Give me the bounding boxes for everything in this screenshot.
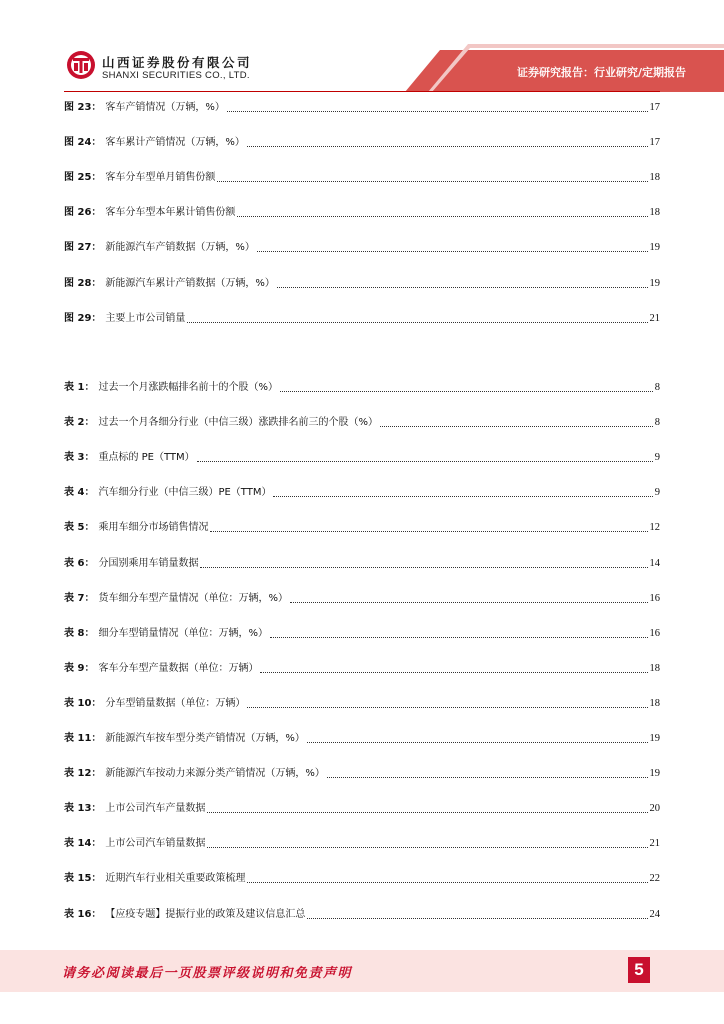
toc-leader-dots: [237, 215, 647, 217]
toc-entry-page: 18: [649, 172, 660, 184]
toc-entry-page: 17: [649, 137, 660, 149]
header-divider: [64, 91, 660, 92]
company-name-en: SHANXI SECURITIES CO., LTD.: [102, 70, 250, 81]
toc-entry-label: 图 29：: [64, 312, 102, 324]
toc-entry-title: 细分车型销量情况（单位：万辆，%）: [98, 627, 268, 639]
toc-entry-title: 客车累计产销情况（万辆，%）: [105, 137, 245, 149]
toc-entry-table[interactable]: [64, 866, 660, 886]
toc-entry-label: 表 2：: [64, 417, 95, 429]
toc-entry-page: 18: [649, 207, 660, 219]
toc-entry-label: 表 8：: [64, 627, 95, 639]
toc-entry-title: 近期汽车行业相关重要政策梳理: [105, 873, 246, 885]
toc-entry-label: 表 13：: [64, 803, 102, 815]
toc-entry-figure[interactable]: [64, 271, 660, 291]
toc-leader-dots: [207, 846, 647, 848]
toc-entry-page: 19: [649, 768, 660, 780]
toc-leader-dots: [273, 495, 652, 497]
toc-entry-page: 18: [649, 662, 660, 674]
toc-entry-table[interactable]: [64, 515, 660, 535]
toc-entry-table[interactable]: [64, 726, 660, 746]
toc-entry-table[interactable]: [64, 375, 660, 395]
toc-entry-label: 图 27：: [64, 242, 102, 254]
toc-entry-figure[interactable]: [64, 306, 660, 326]
toc-entry-page: 8: [654, 382, 660, 393]
toc-entry-label: 表 16：: [64, 908, 102, 920]
toc-leader-dots: [380, 425, 653, 427]
toc-entry-label: 图 23：: [64, 102, 102, 113]
toc-entry-label: 表 9：: [64, 662, 95, 674]
toc-entry-table[interactable]: [64, 656, 660, 676]
footer-disclaimer: 请务必阅读最后一页股票评级说明和免责声明: [62, 966, 353, 981]
toc-entry-label: 表 1：: [64, 382, 95, 393]
toc-entry-title: 分车型销量数据（单位：万辆）: [105, 697, 246, 709]
toc-entry-table[interactable]: [64, 621, 660, 641]
toc-entry-title: 过去一个月涨跌幅排名前十的个股（%）: [98, 382, 278, 393]
toc-entry-title: 上市公司汽车产量数据: [105, 803, 206, 815]
toc-entry-page: 12: [649, 522, 660, 534]
report-type-label: 证券研究报告：行业研究/定期报告: [516, 66, 686, 79]
toc-entry-title: 【应疫专题】提振行业的政策及建议信息汇总: [105, 908, 306, 920]
toc-entry-title: 客车分车型本年累计销售份额: [105, 207, 236, 219]
toc-leader-dots: [200, 566, 647, 568]
toc-entry-title: 重点标的 PE（TTM）: [98, 452, 195, 464]
toc-entry-title: 新能源汽车累计产销数据（万辆，%）: [105, 277, 275, 289]
toc-leader-dots: [327, 776, 648, 778]
toc-entry-title: 过去一个月各细分行业（中信三级）涨跌排名前三的个股（%）: [98, 417, 378, 429]
toc-leader-dots: [247, 881, 647, 883]
toc-entry-label: 表 5：: [64, 522, 95, 534]
toc-entry-table[interactable]: [64, 551, 660, 571]
toc-entry-page: 9: [654, 452, 660, 464]
company-name-cn: 山西证券股份有限公司: [102, 55, 253, 70]
toc-entry-title: 乘用车细分市场销售情况: [98, 522, 209, 534]
toc-entry-label: 表 6：: [64, 557, 95, 569]
toc-entry-title: 货车细分车型产量情况（单位：万辆，%）: [98, 592, 288, 604]
toc-leader-dots: [187, 321, 647, 323]
toc-entry-page: 16: [649, 592, 660, 604]
toc-entry-page: 16: [649, 627, 660, 639]
shanxi-securities-logo-icon: [66, 50, 96, 80]
toc-entry-label: 图 25：: [64, 172, 102, 184]
toc-entry-label: 表 7：: [64, 592, 95, 604]
toc-entry-label: 表 15：: [64, 873, 102, 885]
toc-leader-dots: [307, 741, 648, 743]
toc-entry-table[interactable]: [64, 480, 660, 500]
toc-leader-dots: [277, 286, 648, 288]
toc-entry-page: 22: [649, 873, 660, 885]
toc-entry-table[interactable]: [64, 902, 660, 922]
toc-entry-figure[interactable]: [64, 200, 660, 220]
toc-entry-label: 图 28：: [64, 277, 102, 289]
toc-entry-page: 21: [649, 312, 660, 324]
toc-entry-table[interactable]: [64, 691, 660, 711]
toc-entry-page: 19: [649, 242, 660, 254]
toc-leader-dots: [207, 811, 647, 813]
toc-entry-title: 客车分车型产量数据（单位：万辆）: [98, 662, 259, 674]
toc-entry-page: 19: [649, 277, 660, 289]
toc-entry-label: 表 10：: [64, 697, 102, 709]
toc-leader-dots: [197, 460, 653, 462]
toc-entry-label: 表 14：: [64, 838, 102, 850]
toc-entry-title: 新能源汽车按动力来源分类产销情况（万辆，%）: [105, 768, 325, 780]
toc-entry-figure[interactable]: [64, 235, 660, 255]
toc-entry-table[interactable]: [64, 586, 660, 606]
toc-entry-figure[interactable]: [64, 165, 660, 185]
toc-leader-dots: [260, 671, 647, 673]
toc-entry-title: 主要上市公司销量: [105, 312, 186, 324]
toc-entry-figure[interactable]: [64, 130, 660, 150]
toc-leader-dots: [217, 180, 647, 182]
toc-leader-dots: [210, 530, 647, 532]
toc-entry-title: 客车产销情况（万辆，%）: [105, 102, 225, 113]
toc-entry-page: 17: [649, 102, 660, 113]
toc-leader-dots: [247, 145, 648, 147]
toc-entry-label: 表 3：: [64, 452, 95, 464]
toc-entry-page: 24: [649, 908, 660, 920]
page-header: [0, 0, 724, 92]
toc-entry-label: 表 12：: [64, 768, 102, 780]
toc-leader-dots: [270, 636, 648, 638]
toc-entry-title: 新能源汽车产销数据（万辆，%）: [105, 242, 255, 254]
toc-entry-page: 18: [649, 697, 660, 709]
toc-leader-dots: [290, 601, 648, 603]
toc-entry-page: 21: [649, 838, 660, 850]
toc-entry-table[interactable]: [64, 796, 660, 816]
toc-entry-table[interactable]: [64, 410, 660, 430]
toc-entry-title: 上市公司汽车销量数据: [105, 838, 206, 850]
toc-leader-dots: [227, 110, 648, 112]
toc-entry-page: 19: [649, 733, 660, 744]
toc-entry-table[interactable]: [64, 445, 660, 465]
toc-leader-dots: [247, 706, 647, 708]
toc-entry-page: 20: [649, 803, 660, 815]
toc-entry-table[interactable]: [64, 831, 660, 851]
toc-entry-label: 图 26：: [64, 207, 102, 219]
toc-leader-dots: [257, 250, 648, 252]
toc-entry-page: 14: [649, 557, 660, 569]
toc-entry-figure[interactable]: [64, 95, 660, 115]
page-number: 5: [628, 957, 650, 983]
toc-entry-title: 新能源汽车按车型分类产销情况（万辆，%）: [105, 733, 305, 744]
toc-entry-label: 表 11：: [64, 733, 102, 744]
toc-entry-page: 8: [654, 417, 660, 429]
toc-leader-dots: [307, 917, 647, 919]
toc-entry-page: 9: [654, 487, 660, 499]
toc-entry-title: 汽车细分行业（中信三级）PE（TTM）: [98, 487, 272, 499]
toc-leader-dots: [280, 390, 653, 392]
toc-entry-table[interactable]: [64, 761, 660, 781]
toc-entry-title: 客车分车型单月销售份额: [105, 172, 216, 184]
toc-entry-label: 表 4：: [64, 487, 95, 499]
toc-entry-label: 图 24：: [64, 137, 102, 149]
toc-entry-title: 分国别乘用车销量数据: [98, 557, 199, 569]
